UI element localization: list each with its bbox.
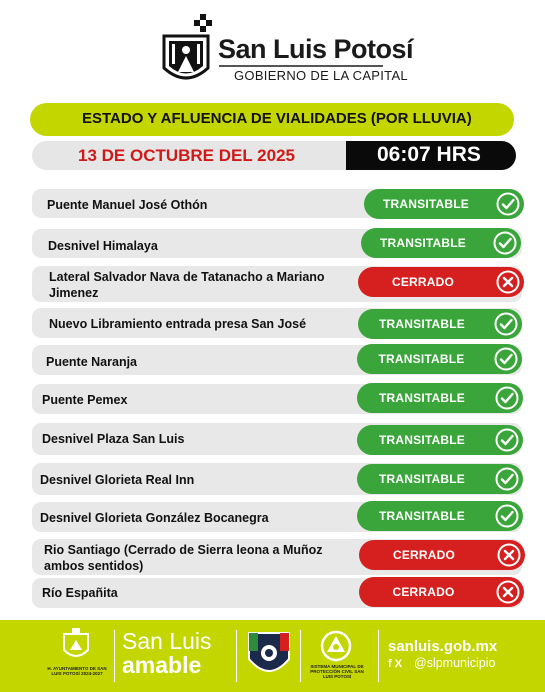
road-name: Desnivel Glorieta Real Inn bbox=[40, 473, 195, 487]
page-title: ESTADO Y AFLUENCIA DE VIALIDADES (POR LLUVIA) bbox=[82, 110, 472, 127]
x-circle-icon bbox=[496, 270, 520, 294]
check-circle-icon bbox=[495, 428, 519, 452]
check-circle-icon bbox=[493, 231, 517, 255]
road-name: Desnivel Himalaya bbox=[48, 239, 158, 253]
status-badge bbox=[364, 189, 524, 219]
road-name: Río Españita bbox=[42, 586, 118, 600]
report-date: 13 DE OCTUBRE DEL 2025 bbox=[78, 146, 295, 165]
status-badge bbox=[361, 228, 521, 258]
ayuntamiento-label: H. AYUNTAMIENTO DE SAN LUIS POTOSÍ 2024-2027 bbox=[47, 666, 107, 676]
brand-divider bbox=[219, 65, 383, 67]
social-icons[interactable]: f X bbox=[388, 658, 403, 670]
status-badge bbox=[359, 540, 525, 570]
check-circle-icon bbox=[496, 192, 520, 216]
status-badge bbox=[357, 501, 523, 531]
brand-subtitle: GOBIERNO DE LA CAPITAL bbox=[234, 68, 408, 83]
check-circle-icon bbox=[494, 347, 518, 371]
road-name: Rio Santiago (Cerrado de Sierra leona a Muñoz ambos sentidos) bbox=[44, 543, 323, 573]
status-label: CERRADO bbox=[391, 275, 455, 289]
status-label: CERRADO bbox=[392, 585, 455, 599]
status-label: TRANSITABLE bbox=[379, 317, 465, 331]
road-name: Puente Pemex bbox=[42, 393, 128, 407]
status-label: TRANSITABLE bbox=[380, 236, 466, 250]
brand-name: San Luis Potosí bbox=[218, 34, 414, 64]
footer-divider bbox=[236, 630, 237, 682]
footer-divider bbox=[378, 630, 379, 682]
check-circle-icon bbox=[495, 467, 519, 491]
check-circle-icon bbox=[494, 312, 518, 336]
ayuntamiento-crest-icon bbox=[62, 628, 90, 662]
city-crest-icon bbox=[160, 14, 212, 88]
status-badge bbox=[359, 577, 524, 607]
proteccion-civil-icon bbox=[320, 630, 352, 662]
police-shield-icon bbox=[246, 629, 292, 683]
status-label: TRANSITABLE bbox=[379, 433, 465, 447]
status-label: TRANSITABLE bbox=[379, 472, 465, 486]
status-badge bbox=[358, 309, 522, 339]
road-name: Puente Naranja bbox=[46, 355, 138, 369]
campaign-line-2: amable bbox=[122, 652, 202, 678]
proteccion-civil-label: SISTEMA MUNICIPAL DE PROTECCIÓN CIVIL SAN LUIS POTOSÍ bbox=[310, 664, 364, 679]
check-circle-icon bbox=[495, 386, 519, 410]
status-label: CERRADO bbox=[392, 548, 456, 562]
road-name: Lateral Salvador Nava de Tatanacho a Mariano Jimenez bbox=[49, 270, 325, 300]
footer-divider bbox=[300, 630, 301, 682]
status-label: TRANSITABLE bbox=[379, 391, 465, 405]
x-circle-icon bbox=[496, 580, 520, 604]
status-badge bbox=[358, 267, 524, 297]
header bbox=[0, 0, 545, 98]
road-name: Desnivel Plaza San Luis bbox=[42, 432, 185, 446]
status-label: TRANSITABLE bbox=[379, 509, 465, 523]
road-name: Desnivel Glorieta González Bocanegra bbox=[40, 511, 269, 525]
status-badge bbox=[357, 464, 523, 494]
footer-divider bbox=[114, 630, 115, 682]
status-badge bbox=[357, 344, 522, 374]
check-circle-icon bbox=[495, 504, 519, 528]
road-name: Nuevo Libramiento entrada presa San José bbox=[49, 317, 307, 331]
status-label: TRANSITABLE bbox=[378, 352, 465, 366]
campaign-line-1: San Luis bbox=[122, 628, 212, 654]
website-link[interactable]: sanluis.gob.mx bbox=[388, 638, 498, 655]
status-label: TRANSITABLE bbox=[383, 197, 469, 211]
road-name: Puente Manuel José Othón bbox=[47, 198, 208, 212]
status-badge bbox=[357, 425, 523, 455]
status-badge bbox=[357, 383, 523, 413]
report-time: 06:07 HRS bbox=[377, 143, 481, 166]
social-handle[interactable]: @slpmunicipio bbox=[414, 656, 496, 670]
x-circle-icon bbox=[497, 543, 521, 567]
